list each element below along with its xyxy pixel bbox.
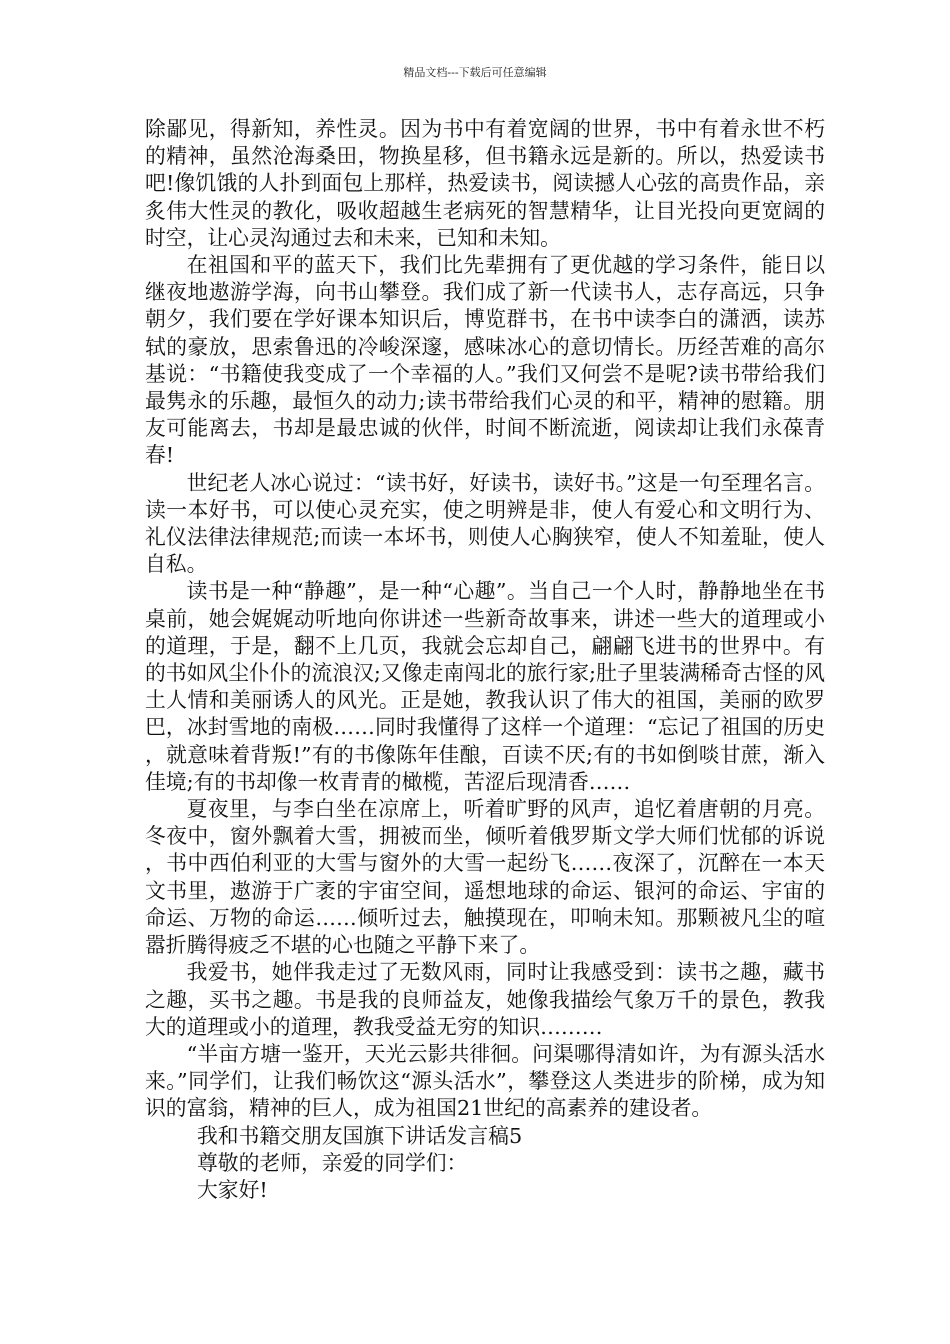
salutation: 尊敬的老师，亲爱的同学们：	[197, 1150, 468, 1175]
paragraph-5: 夏夜里，与李白坐在凉席上，听着旷野的风声，追忆着唐朝的月亮。冬夜中，窗外飘着大雪，拥被而坐，倾听着俄罗斯文学大师们忧郁的诉说，书中西伯利亚的大雪与窗外的大雪一起纷飞……夜深了，沉醉在一本天文书里，遨游于广袤的宇宙空间，遥想地球的命运、银河的命运、宇宙的命运、万物的命运……倾听过去，触摸现在，叩响未知。那颗被凡尘的喧嚣折腾得疲乏不堪的心也随之平静下来了。	[145, 797, 825, 958]
paragraph-3: 世纪老人冰心说过：“读书好，好读书，读好书。”这是一句至理名言。读一本好书，可以使心灵充实，使之明辨是非，使人有爱心和文明行为、礼仪法律法律规范;而读一本坏书，则使人心胸狭窄，使人不知羞耻，使人自私。	[145, 470, 825, 577]
paragraph-1: 除鄙见，得新知，养性灵。因为书中有着宽阔的世界，书中有着永世不朽的精神，虽然沧海桑田，物换星移，但书籍永远是新的。所以，热爱读书吧!像饥饿的人扑到面包上那样，热爱读书，阅读撼人心弦的高贵作品，亲炙伟大性灵的教化，吸收超越生老病死的智慧精华，让目光投向更宽阔的时空，让心灵沟通过去和未来，已知和未知。	[145, 117, 825, 250]
paragraph-4: 读书是一种“静趣”，是一种“心趣”。当自己一个人时，静静地坐在书桌前，她会娓娓动听地向你讲述一些新奇故事来，讲述一些大的道理或小的道理，于是，翻不上几页，我就会忘却自己，翩翩飞进书的世界中。有的书如风尘仆仆的流浪汉;又像走南闯北的旅行家;肚子里装满稀奇古怪的风土人情和美丽诱人的风光。正是她，教我认识了伟大的祖国，美丽的欧罗巴，冰封雪地的南极……同时我懂得了这样一个道理：“忘记了祖国的历史，就意味着背叛!”有的书像陈年佳酿，百读不厌;有的书如倒啖甘蔗，渐入佳境;有的书却像一枚青青的橄榄，苦涩后现清香……	[145, 579, 825, 794]
paragraph-6: 我爱书，她伴我走过了无数风雨，同时让我感受到：读书之趣，藏书之趣，买书之趣。书是我的良师益友，她像我描绘气象万千的景色，教我大的道理或小的道理，教我受益无穷的知识………	[145, 960, 825, 1039]
page-header: 精品文档---下载后可任意编辑	[403, 66, 547, 79]
paragraph-2: 在祖国和平的蓝天下，我们比先辈拥有了更优越的学习条件，能日以继夜地遨游学海，向书山攀登。我们成了新一代读书人，志存高远，只争朝夕，我们要在学好课本知识后，博览群书，在书中读李白的潇洒，读苏轼的豪放，思索鲁迅的冷峻深邃，感味冰心的意切情长。历经苦难的高尔基说：“书籍使我变成了一个幸福的人。”我们又何尝不是呢?读书带给我们最隽永的乐趣，最恒久的动力;读书带给我们心灵的和平，精神的慰籍。朋友可能离去，书却是最忠诚的伙伴，时间不断流逝，阅读却让我们永葆青春!	[145, 253, 825, 468]
document-body	[145, 116, 825, 1204]
greeting: 大家好!	[197, 1177, 268, 1202]
speech-title: 我和书籍交朋友国旗下讲话发言稿5	[197, 1123, 523, 1148]
paragraph-7: “半亩方塘一鉴开，天光云影共徘徊。问渠哪得清如许，为有源头活水来。”同学们，让我们畅饮这“源头活水”，攀登这人类进步的阶梯，成为知识的富翁，精神的巨人，成为祖国21世纪的高素养的建设者。	[145, 1041, 825, 1121]
